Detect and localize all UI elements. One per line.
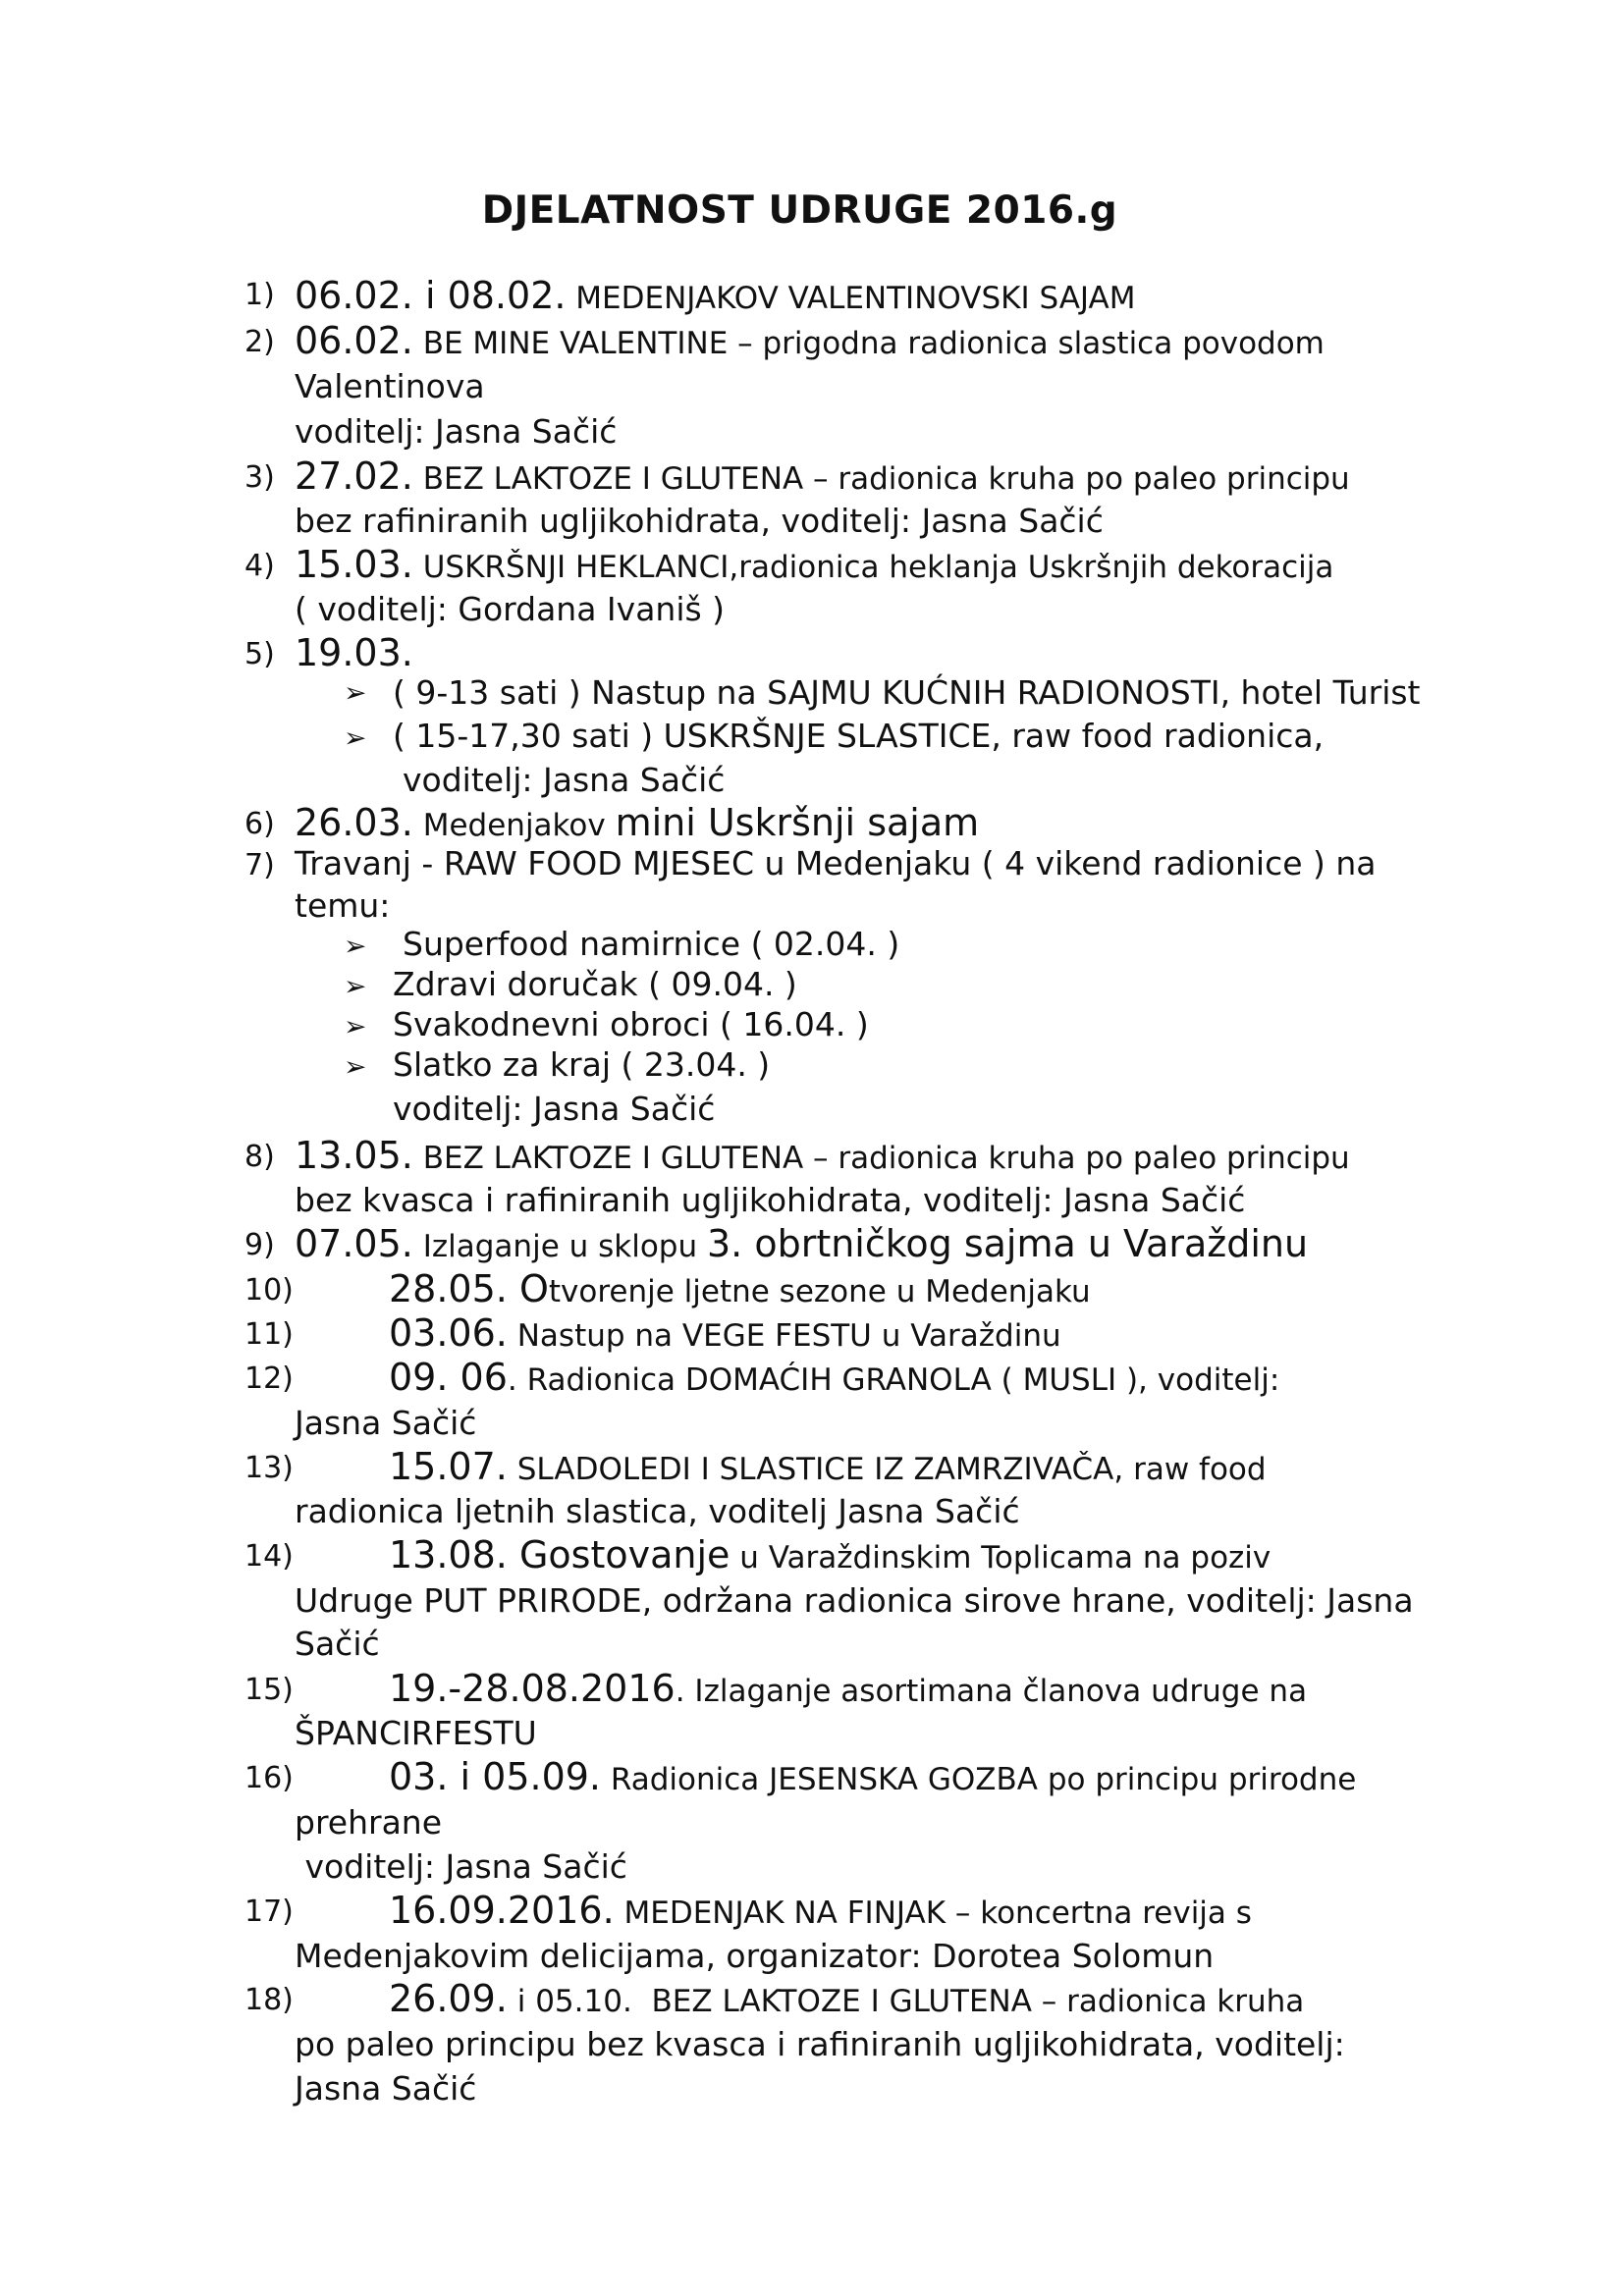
list-number: 4) bbox=[244, 549, 275, 583]
arrow-bullet-icon: ➢ bbox=[344, 970, 367, 1002]
list-item: 28.05. Otvorenje ljetne sezone u Medenjaku bbox=[389, 1267, 1091, 1310]
list-item: 16.09.2016. MEDENJAK NA FINJAK – koncertna revija s bbox=[389, 1889, 1252, 1932]
list-item-continuation: temu: bbox=[295, 886, 391, 925]
list-item-continuation: voditelj: Jasna Sačić bbox=[295, 1847, 627, 1886]
list-item-continuation: bez kvasca i rafiniranih ugljikohidrata, voditelj: Jasna Sačić bbox=[295, 1181, 1246, 1219]
list-item: 06.02. i 08.02. MEDENJAKOV VALENTINOVSKI SAJAM bbox=[295, 274, 1136, 317]
list-item: 09. 06. Radionica DOMAĆIH GRANOLA ( MUSLI ), voditelj: bbox=[389, 1356, 1280, 1399]
list-number: 2) bbox=[244, 325, 275, 359]
bullet-item: ( 15-17,30 sati ) USKRŠNJE SLASTICE, raw food radionica, bbox=[393, 717, 1325, 755]
list-number: 8) bbox=[244, 1140, 275, 1174]
list-item: 26.09. i 05.10. BEZ LAKTOZE I GLUTENA – radionica kruha bbox=[389, 1977, 1305, 2020]
arrow-bullet-icon: ➢ bbox=[344, 721, 367, 754]
list-item-continuation: Valentinova bbox=[295, 367, 485, 405]
bullet-continuation: voditelj: Jasna Sačić bbox=[393, 1090, 716, 1128]
arrow-bullet-icon: ➢ bbox=[344, 1010, 367, 1042]
bullet-continuation: voditelj: Jasna Sačić bbox=[403, 761, 726, 799]
list-item-continuation: prehrane bbox=[295, 1803, 443, 1842]
list-number: 15) bbox=[244, 1673, 294, 1707]
list-number: 16) bbox=[244, 1761, 294, 1795]
list-item: 07.05. Izlaganje u sklopu 3. obrtničkog sajma u Varaždinu bbox=[295, 1222, 1309, 1265]
list-item: 15.03. USKRŠNJI HEKLANCI,radionica heklanja Uskršnjih dekoracija bbox=[295, 543, 1334, 586]
bullet-item: ( 9-13 sati ) Nastup na SAJMU KUĆNIH RADIONOSTI, hotel Turist bbox=[393, 673, 1421, 712]
list-number: 3) bbox=[244, 460, 275, 495]
list-item-continuation: voditelj: Jasna Sačić bbox=[295, 412, 618, 451]
bullet-item: Zdravi doručak ( 09.04. ) bbox=[393, 965, 797, 1003]
arrow-bullet-icon: ➢ bbox=[344, 676, 367, 709]
list-item-continuation: bez rafiniranih ugljikohidrata, voditelj: Jasna Sačić bbox=[295, 502, 1104, 540]
bullet-item: Svakodnevni obroci ( 16.04. ) bbox=[393, 1005, 869, 1043]
list-item-continuation: Jasna Sačić bbox=[295, 2069, 477, 2108]
list-number: 5) bbox=[244, 637, 275, 671]
list-item: 13.05. BEZ LAKTOZE I GLUTENA – radionica kruha po paleo principu bbox=[295, 1134, 1350, 1177]
list-item-continuation: ( voditelj: Gordana Ivaniš ) bbox=[295, 590, 726, 628]
list-item: 19.03. bbox=[295, 631, 413, 674]
bullet-item: Superfood namirnice ( 02.04. ) bbox=[403, 925, 900, 963]
list-item: 06.02. BE MINE VALENTINE – prigodna radionica slastica povodom bbox=[295, 319, 1325, 362]
arrow-bullet-icon: ➢ bbox=[344, 1050, 367, 1083]
list-item-continuation: ŠPANCIRFESTU bbox=[295, 1714, 537, 1752]
list-item-continuation: Udruge PUT PRIRODE, održana radionica sirove hrane, voditelj: Jasna bbox=[295, 1581, 1414, 1620]
list-number: 17) bbox=[244, 1895, 294, 1929]
arrow-bullet-icon: ➢ bbox=[344, 930, 367, 962]
bullet-item: Slatko za kraj ( 23.04. ) bbox=[393, 1045, 771, 1084]
list-item: 03.06. Nastup na VEGE FESTU u Varaždinu bbox=[389, 1311, 1061, 1355]
list-number: 10) bbox=[244, 1273, 294, 1308]
list-item-continuation: po paleo principu bez kvasca i rafiniranih ugljikohidrata, voditelj: bbox=[295, 2025, 1345, 2063]
list-item: 27.02. BEZ LAKTOZE I GLUTENA – radionica kruha po paleo principu bbox=[295, 454, 1350, 498]
page-title: DJELATNOST UDRUGE 2016.g bbox=[481, 188, 1118, 233]
list-number: 7) bbox=[244, 848, 275, 882]
list-number: 6) bbox=[244, 807, 275, 841]
list-number: 12) bbox=[244, 1362, 294, 1396]
list-number: 1) bbox=[244, 278, 275, 312]
list-item: Travanj - RAW FOOD MJESEC u Medenjaku ( 4 vikend radionice ) na bbox=[295, 844, 1377, 882]
list-item: 13.08. Gostovanje u Varaždinskim Toplicama na poziv bbox=[389, 1533, 1271, 1576]
list-item: 15.07. SLADOLEDI I SLASTICE IZ ZAMRZIVAČA, raw food bbox=[389, 1445, 1267, 1488]
list-number: 9) bbox=[244, 1228, 275, 1262]
list-item-continuation: Medenjakovim delicijama, organizator: Dorotea Solomun bbox=[295, 1937, 1215, 1975]
list-item-continuation: radionica ljetnih slastica, voditelj Jasna Sačić bbox=[295, 1492, 1020, 1530]
list-item: 19.-28.08.2016. Izlaganje asortimana članova udruge na bbox=[389, 1667, 1308, 1710]
list-item-continuation: Sačić bbox=[295, 1625, 380, 1663]
list-item-continuation: Jasna Sačić bbox=[295, 1404, 477, 1442]
list-item: 03. i 05.09. Radionica JESENSKA GOZBA po principu prirodne bbox=[389, 1755, 1357, 1798]
list-number: 18) bbox=[244, 1983, 294, 2017]
list-number: 14) bbox=[244, 1539, 294, 1574]
list-item: 26.03. Medenjakov mini Uskršnji sajam bbox=[295, 801, 980, 844]
list-number: 11) bbox=[244, 1317, 294, 1352]
list-number: 13) bbox=[244, 1451, 294, 1485]
